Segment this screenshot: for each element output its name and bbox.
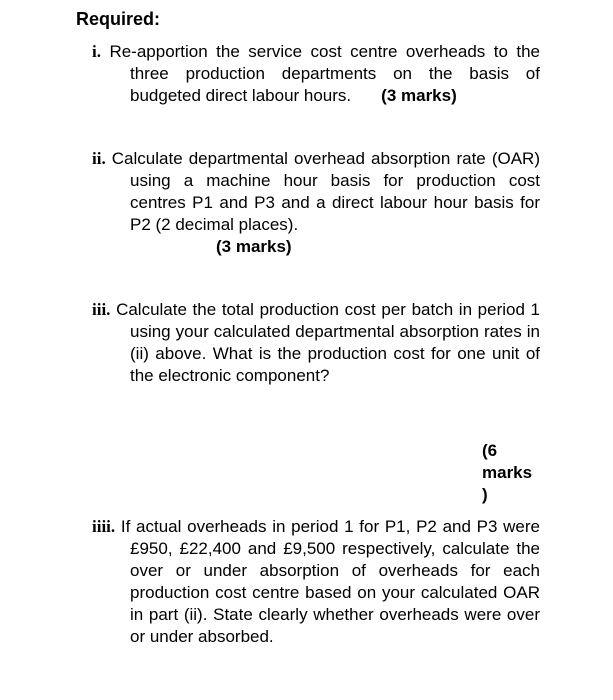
marks-part: marks [482, 463, 533, 482]
marks-part: ) [482, 485, 488, 504]
question-number: i. [92, 42, 101, 61]
question-iii [92, 299, 540, 387]
question-marks: (3 marks) [381, 86, 457, 105]
question-text: Re-apportion the service cost centre overheads to the three production departments on the basis of budgeted direct labour hours. [109, 42, 540, 105]
marks-part: (6 [482, 441, 498, 460]
required-heading: Required: [76, 9, 161, 29]
question-ii [92, 148, 540, 258]
question-number: iii. [92, 300, 111, 319]
question-iiii [92, 516, 540, 648]
question-text: Calculate departmental overhead absorption rate (OAR) using a machine hour basis for production cost centres P1 and P3 and a direct labour hour basis for P2 (2 decimal places). [111, 149, 540, 234]
question-marks: (3 marks) [216, 237, 292, 256]
question-i [92, 41, 540, 107]
question-number: iiii. [92, 517, 116, 536]
question-text: If actual overheads in period 1 for P1, P2 and P3 were £950, £22,400 and £9,500 respectively, calculate the over or under absorption of overheads for each production cost centre based on your calculated OAR in part (ii). State clearly whether overheads were over or under absorbed. [120, 517, 540, 646]
question-iii-marks [482, 440, 542, 506]
question-number: ii. [92, 149, 106, 168]
question-text: Calculate the total production cost per batch in period 1 using your calculated departmental absorption rates in (ii) above. What is the production cost for one unit of the electronic component? [116, 300, 541, 385]
